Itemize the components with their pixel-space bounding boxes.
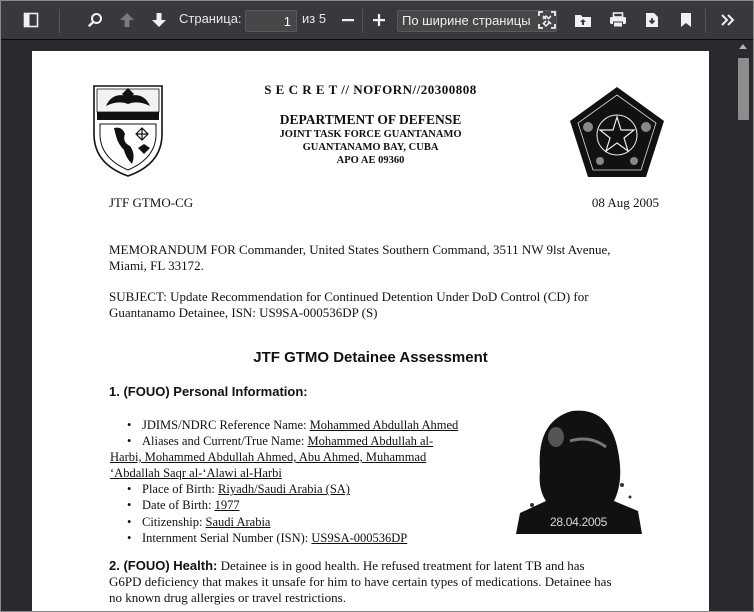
zoom-select[interactable] [397,10,557,32]
aliases-label: Aliases and Current/True Name: [142,434,305,449]
isn-label: Internment Serial Number (ISN): [142,530,309,545]
citizenship-value: Saudi Arabia [205,514,271,529]
section-health-title: 2. (FOUO) Health: [109,558,218,573]
memo-date: 08 Aug 2005 [591,195,659,210]
toolbar-separator [59,9,60,33]
zoom-in-button[interactable] [367,8,391,32]
arrow-up-icon[interactable] [115,8,139,32]
apo-title: APO AE 09360 [336,155,405,166]
pdf-page [32,51,709,612]
print-icon[interactable] [606,8,630,32]
double-chevron-right-icon[interactable] [716,8,740,32]
aliases-value: Harbi, Mohammed Abdullah Ahmed, Abu Ahmed, Muhammad [110,450,427,465]
memo-for-line1: MEMORANDUM FOR Commander, United States Southern Command, 3511 NW 9lst Avenue, [109,242,611,257]
toolbar [1,1,753,40]
isn-value: US9SA-000536DP [311,530,408,545]
presentation-icon[interactable] [535,8,559,32]
scroll-up-icon[interactable] [739,44,747,49]
subject-line1: SUBJECT: Update Recommendation for Continued Detention Under DoD Control (CD) for [109,289,589,304]
list-item: • Internment Serial Number (ISN): US9SA-000536DP [127,530,408,545]
minus-icon [341,13,355,27]
classification-header: S E C R E T // NOFORN//20300808 [264,82,477,97]
subject-line2: Guantanamo Detainee, ISN: US9SA-000536DP (S) [109,305,378,320]
zoom-out-button[interactable] [336,8,360,32]
memo-reference: JTF GTMO-CG [109,195,194,210]
download-icon[interactable] [640,8,664,32]
pob-value: Riyadh/Saudi Arabia (SA) [218,482,350,497]
page-count: из 5 [302,11,327,26]
search-icon[interactable] [83,8,107,32]
health-text: Detainee is in good health. He refused treatment for latent TB and has [217,558,585,573]
health-line2: G6PD deficiency that makes it unsafe for him to have certain types of medications. Detainee has [109,574,612,589]
ref-name-label: JDIMS/NDRC Reference Name: [142,418,307,432]
arrow-down-icon[interactable] [147,8,171,32]
pob-label: Place of Birth: [142,482,215,497]
citizenship-label: Citizenship: [142,514,203,529]
section-personal-title: 1. (FOUO) Personal Information: [109,384,308,399]
department-title: DEPARTMENT OF DEFENSE [279,112,462,127]
dob-label: Date of Birth: [142,498,212,513]
list-item-continuation [110,465,458,481]
page-number-input[interactable] [245,10,297,32]
dob-value: 1977 [214,498,240,513]
list-item: • Place of Birth: Riyadh/Saudi Arabia (SA) [127,482,350,497]
assessment-title: JTF GTMO Detainee Assessment [253,349,488,366]
aliases-value: ‘Abdallah Saqr al-‘Alawi al-Harbi [110,466,282,481]
page-label: Страница: [179,11,242,26]
list-item: • Date of Birth: 1977 [127,498,240,513]
ref-name-value: Mohammed Abdullah Ahmed [309,418,459,432]
health-line3: no known drug allergies or travel restrictions. [109,590,346,605]
list-item: • Aliases and Current/True Name: Mohammed Abdullah al- [127,434,434,449]
list-item: • JDIMS/NDRC Reference Name: Mohammed Abdullah Ahmed [127,418,459,432]
open-file-icon[interactable] [571,8,595,32]
jtf-title: JOINT TASK FORCE GUANTANAMO [279,129,462,140]
vertical-scrollbar[interactable] [733,40,753,611]
zoom-select-value: По ширине страницы [402,13,531,28]
scrollbar-thumb[interactable] [738,58,749,120]
bookmark-icon[interactable] [674,8,698,32]
aliases-value: Mohammed Abdullah al- [307,434,434,449]
location-title: GUANTANAMO BAY, CUBA [302,142,439,153]
list-item-continuation [110,449,458,465]
document-viewer[interactable] [1,40,753,611]
sidebar-toggle-icon[interactable] [19,8,43,32]
list-item: • Citizenship: Saudi Arabia [127,514,271,529]
memo-for-line2: Miami, FL 33172. [109,258,204,273]
photo-date-stamp: 28.04.2005 [550,515,608,529]
toolbar-separator [705,9,706,33]
plus-icon [372,13,386,27]
health-line1 [109,558,585,574]
toolbar-separator [362,9,363,33]
personal-info-list [110,417,458,546]
